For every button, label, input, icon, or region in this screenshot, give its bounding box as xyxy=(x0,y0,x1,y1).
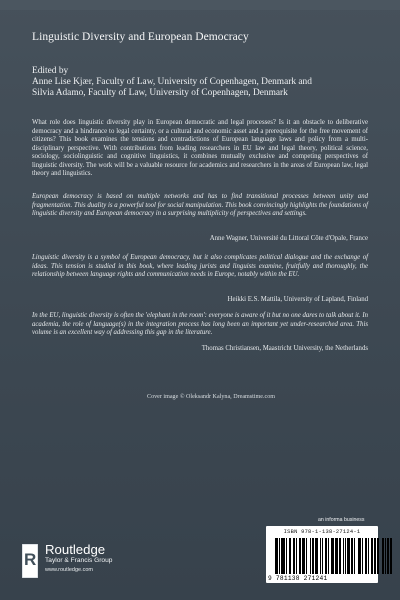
publisher-website: www.routledge.com xyxy=(45,567,93,573)
barcode-bar xyxy=(391,538,392,574)
book-title: Linguistic Diversity and European Democracy xyxy=(32,31,249,43)
endorsement-attribution-3: Thomas Christiansen, Maastricht University, the Netherlands xyxy=(201,345,368,352)
informa-business-note: an informa business xyxy=(318,517,365,523)
book-description: What role does linguistic diversity play in European democratic and legal processes? Is it an obstacle to deliberative democracy and a hindrance to legal certainty, or a cultural and economic asset and a prerequisite for the free movement of citizens? This book examines the tensions and contradictions of European language laws and policy from a multi-disciplinary perspective. With contributions from leading researchers in EU law and legal theory, political science, sociology, sociolinguistic and cognitive linguistics, it combines mutually exclusive and competing perspectives of linguistic diversity. The work will be a valuable resource for academics and researchers in the areas of European law, legal theory and linguistics. xyxy=(32,119,368,178)
editor-line-1: Anne Lise Kjær, Faculty of Law, University of Copenhagen, Denmark and xyxy=(32,77,312,87)
editor-block xyxy=(32,66,368,99)
edited-by-label: Edited by xyxy=(32,66,69,76)
cover-image-credit: Cover image © Oleksandr Kalyna, Dreamstime.com xyxy=(147,394,275,400)
isbn-barcode-panel xyxy=(266,526,378,583)
endorsement-quote-1: European democracy is based on multiple networks and has to find transitional processes between unity and fragmentation. This duality is a powerful tool for social manipulation. This book convincingly highlights the foundations of linguistic diversity and European democracy in a surprising multiplicity of perspectives and settings. xyxy=(32,193,368,218)
endorsement-quote-3: In the EU, linguistic diversity is often the 'elephant in the room': everyone is aware of it but no one dares to talk about it. In academia, the role of language(s) in the integration process has long been an important yet under-researched area. This volume is an excellent way of addressing this gap in the literature. xyxy=(32,312,368,337)
routledge-r-icon xyxy=(22,544,38,578)
barcode-icon xyxy=(275,538,373,574)
endorsement-quote-2: Linguistic diversity is a symbol of European democracy, but it also complicates political dialogue and the exchange of ideas. This tension is studied in this book, where leading jurists and linguists examine, fruitfully and thoroughly, the relationship between language rights and communication needs in Europe, notably within the EU. xyxy=(32,254,368,279)
endorsement-attribution-2: Heikki E.S. Mattila, University of Lapland, Finland xyxy=(227,296,368,303)
editor-line-2: Silvia Adamo, Faculty of Law, University of Copenhagen, Denmark xyxy=(32,88,288,98)
endorsement-attribution-1: Anne Wagner, Université du Littoral Côte d'Opale, France xyxy=(209,235,368,242)
publisher-name: Routledge xyxy=(45,542,106,557)
isbn-text: ISBN 978-1-138-27124-1 xyxy=(283,529,361,535)
routledge-logo xyxy=(22,543,134,581)
publisher-group: Taylor & Francis Group xyxy=(45,557,113,564)
barcode-number: 9 781138 271241 xyxy=(268,575,328,582)
